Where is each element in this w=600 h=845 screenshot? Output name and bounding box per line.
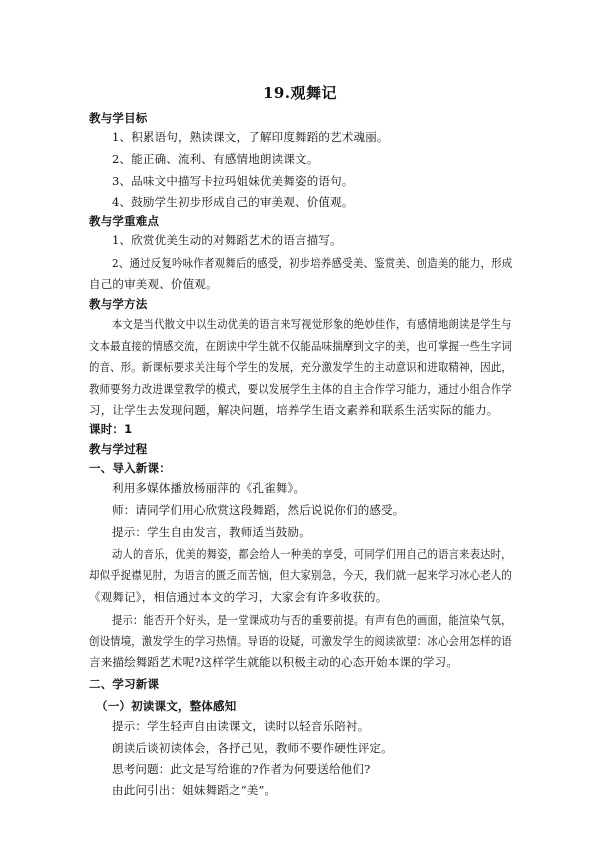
- goal-item: 2、能正确、流利、有感情地朗读课文。: [112, 152, 319, 166]
- part1-line: 言来描绘舞蹈艺术呢?这样学生就能以积极主动的心态开始本课的学习。: [89, 655, 459, 669]
- page-title: 19.观舞记: [262, 84, 338, 102]
- sub1-line: 由此问引出：姐妹舞蹈之“美”。: [112, 783, 277, 797]
- method-paragraph-line: 教师要努力改进课堂教学的模式，要以发展学生主体的自主合作学习能力，通过小组合作学: [89, 382, 512, 396]
- key-heading: 教与学重难点: [89, 214, 160, 228]
- goal-item: 3、品味文中描写卡拉玛姐妹优美舞姿的语句。: [112, 174, 354, 188]
- part1-line: 动人的音乐，优美的舞姿，都会给人一种美的享受，可同学们用自己的语言来表达时，: [112, 547, 512, 561]
- method-paragraph-line: 的音、形。新课标要求关注每个学生的发展，充分激发学生的主动意识和进取精神，因此，: [89, 360, 512, 374]
- key-item: 1、欣赏优美生动的对舞蹈艺术的语言描写。: [112, 233, 342, 247]
- part1-line: 提示：能否开个好头，是一堂课成功与否的重要前提。有声有色的画面，能渲染气氛，: [112, 613, 512, 627]
- sub1-heading: （一）初读课文，整体感知: [96, 699, 237, 713]
- method-paragraph-line: 本文是当代散文中以生动优美的语言来写视觉形象的绝妙佳作，有感情地朗读是学生与: [112, 317, 512, 331]
- method-heading: 教与学方法: [89, 297, 148, 311]
- goal-item: 4、鼓励学生初步形成自己的审美观、价值观。: [112, 195, 354, 209]
- method-paragraph-line: 文本最直接的情感交流，在朗读中学生就不仅能品味揣摩到文字的美，也可掌握一些生字词: [89, 339, 512, 353]
- part1-heading: 一、导入新课：: [89, 461, 171, 475]
- part1-line: 提示：学生自由发言，教师适当鼓励。: [112, 525, 311, 539]
- part1-line: 《观舞记》，相信通过本文的学习，大家会有许多收获的。: [89, 590, 388, 604]
- sub1-line: 思考问题：此文是写给谁的?作者为何要送给他们?: [112, 762, 371, 776]
- method-paragraph-line: 习，让学生去发现问题，解决问题，培养学生语文素养和联系生活实际的能力。: [89, 403, 499, 417]
- goals-heading: 教与学目标: [89, 111, 148, 125]
- part2-heading: 二、学习新课: [89, 677, 160, 691]
- part1-line: 却似乎捉襟见肘，为语言的匮乏而苦恼，但大家别急，今天，我们就一起来学习冰心老人的: [89, 568, 512, 582]
- key-item: 2、通过反复吟咏作者观舞后的感受，初步培养感受美、鉴赏美、创造美的能力，形成: [112, 256, 513, 270]
- sub1-line: 朗读后谈初读体会，各抒己见，教师不要作硬性评定。: [112, 741, 393, 755]
- part1-line: 创设情境，激发学生的学习热情。导语的设疑，可激发学生的阅读欲望：冰心会用怎样的语: [89, 634, 512, 648]
- part1-line: 师：请同学们用心欣赏这段舞蹈，然后说说你们的感受。: [112, 503, 405, 517]
- class-hours: 课时：1: [89, 422, 133, 436]
- part1-line: 利用多媒体播放杨丽萍的《孔雀舞》。: [112, 481, 306, 495]
- goal-item: 1、积累语句，熟读课文，了解印度舞蹈的艺术魂丽。: [112, 130, 389, 144]
- sub1-line: 提示：学生轻声自由读课文，读时以轻音乐陪衬。: [112, 719, 370, 733]
- process-heading: 教与学过程: [89, 442, 148, 456]
- key-item-continued: 自己的审美观、价值观。: [89, 277, 218, 291]
